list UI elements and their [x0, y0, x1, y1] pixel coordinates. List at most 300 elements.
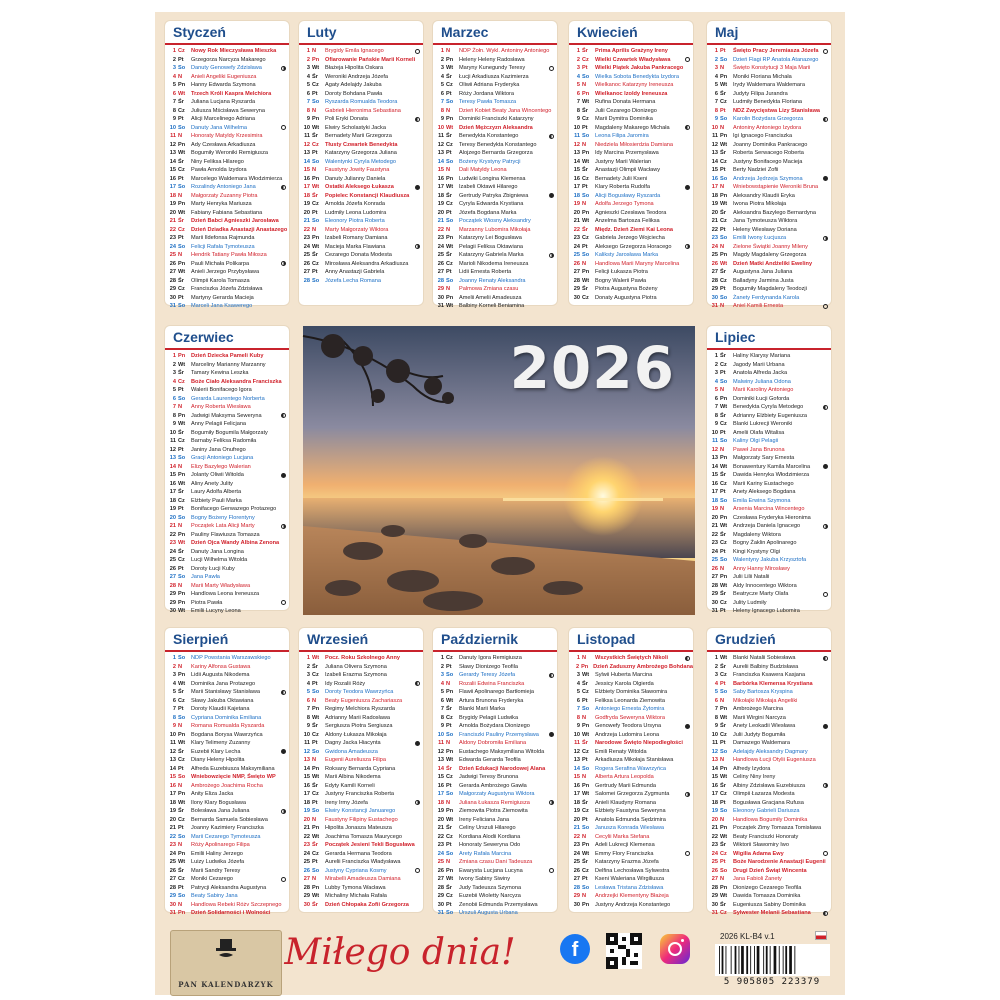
name-day-text: Handlowa Rebeki Różv Szczepnego	[191, 901, 282, 908]
day-number: 19	[169, 506, 176, 512]
day-number: 19	[437, 201, 444, 207]
day-row	[165, 663, 289, 672]
day-row	[707, 302, 831, 311]
day-number: 2	[714, 361, 718, 368]
day-number: 22	[303, 226, 310, 233]
weekday-abbr: Cz	[446, 82, 453, 88]
day-number: 14	[711, 463, 718, 470]
weekday-abbr: Cz	[720, 421, 727, 427]
day-row	[299, 875, 423, 884]
day-row	[569, 175, 693, 184]
name-day-text: Dzień Zaduszny Ambrożego Bohdana	[593, 663, 693, 670]
name-day-text: Aliny Anety Julity	[191, 480, 233, 487]
name-day-text: Adelajdy Aleksandry Dagmary	[733, 748, 808, 755]
day-row	[433, 166, 557, 175]
name-day-text: Lidii Augusta Nikodema	[191, 672, 250, 678]
name-day-text: Bernarda Samuela Sobiesława	[191, 816, 268, 823]
name-day-text: Alberta Artura Leopolda	[595, 774, 654, 780]
name-day-text: Rogera Serafina Wawrzyńca	[595, 765, 666, 772]
name-day-text: Handlowa Bogumiły Dominika	[733, 816, 808, 823]
name-day-text: Wielkanoc Katarzyny Ireneusza	[595, 82, 674, 88]
day-number: 31	[169, 910, 176, 916]
name-day-text: Katarzyny Lei Bogusława	[459, 235, 522, 241]
weekday-abbr: N	[178, 782, 183, 789]
day-row	[165, 81, 289, 90]
day-row	[569, 285, 693, 294]
day-number: 31	[437, 303, 444, 309]
weekday-abbr: N	[178, 252, 183, 258]
day-number: 26	[573, 867, 580, 874]
day-number: 5	[440, 82, 444, 88]
moon-phase-icon	[685, 656, 690, 661]
day-number: 23	[169, 540, 176, 546]
day-number: 27	[169, 876, 176, 882]
name-day-text: Handlowa Marii Maryny Marcelina	[595, 260, 680, 267]
day-number: 24	[573, 243, 580, 250]
weekday-abbr: Cz	[720, 731, 727, 738]
day-row	[569, 697, 693, 706]
day-row	[299, 773, 423, 782]
day-number: 10	[303, 124, 310, 131]
day-number: 13	[169, 150, 176, 156]
weekday-abbr: Śr	[720, 353, 726, 359]
day-row	[299, 756, 423, 765]
name-day-text: Cezarego Donata Modesta	[325, 252, 392, 258]
name-day-text: Amelii Olafa Witalisa	[733, 429, 785, 436]
day-row	[299, 731, 423, 740]
name-day-text: Ambrożego Marcina	[733, 706, 784, 712]
day-row	[707, 697, 831, 706]
weekday-abbr: Pt	[720, 680, 726, 687]
name-day-text: Marcelego Waldemara Włodzimierza	[191, 175, 283, 182]
day-number: 1	[172, 655, 176, 661]
day-row	[433, 81, 557, 90]
day-row	[707, 437, 831, 446]
weekday-abbr: N	[582, 714, 587, 721]
day-number: 1	[306, 655, 310, 661]
weekday-abbr: Śr	[582, 859, 588, 865]
day-number: 17	[711, 791, 718, 797]
day-number: 3	[172, 65, 176, 71]
name-day-text: NDZ Zwycięstwa Lizy Stanisława	[733, 107, 821, 114]
day-row	[299, 226, 423, 235]
day-row	[299, 149, 423, 158]
day-row	[433, 663, 557, 672]
name-day-text: Martyny Gerarda Macieja	[191, 294, 254, 301]
day-row	[707, 488, 831, 497]
name-day-text: Beaty Eugeniusza Zachariasza	[325, 697, 403, 704]
weekday-abbr: Cz	[446, 201, 453, 207]
day-row	[165, 260, 289, 269]
day-row	[569, 81, 693, 90]
day-number: 26	[711, 565, 718, 572]
weekday-abbr: Wt	[178, 421, 186, 427]
weekday-abbr: Pt	[312, 209, 318, 216]
weekday-abbr: So	[178, 184, 186, 190]
weekday-abbr: Pt	[178, 706, 184, 712]
weekday-abbr: Pt	[446, 723, 452, 729]
weekday-abbr: Śr	[312, 782, 318, 789]
name-day-text: Julity Ludmiły	[733, 599, 767, 606]
weekday-abbr: N	[178, 901, 183, 908]
day-row	[299, 765, 423, 774]
day-row	[707, 412, 831, 421]
weekday-abbr: Śr	[720, 782, 726, 789]
weekday-abbr: Pt	[720, 286, 726, 292]
name-day-text: Justyny Bonifacego Macieja	[733, 158, 803, 165]
weekday-abbr: Pn	[446, 175, 454, 182]
day-number: 20	[303, 816, 310, 823]
day-number: 8	[172, 107, 176, 114]
name-day-text: Anastazji Olimpii Wacławy	[595, 167, 661, 173]
weekday-abbr: Pt	[178, 884, 184, 891]
name-day-text: Michaliny Michała Rafała	[325, 893, 387, 899]
day-number: 4	[172, 73, 176, 80]
day-number: 4	[714, 680, 718, 687]
day-number: 14	[169, 765, 176, 772]
name-day-text: Drugi Dzień Świąt Wincenta	[733, 867, 807, 874]
day-row	[433, 654, 557, 663]
day-number: 27	[303, 269, 310, 275]
weekday-abbr: Cz	[312, 791, 319, 797]
day-row	[707, 141, 831, 150]
day-row	[165, 141, 289, 150]
name-day-text: Alfredy Izydora	[733, 765, 771, 772]
name-day-text: Justyny Franciszka Roberta	[325, 791, 395, 797]
instagram-icon[interactable]	[660, 934, 690, 964]
day-row	[569, 64, 693, 73]
weekday-abbr: N	[582, 655, 587, 661]
day-row	[569, 115, 693, 124]
name-day-text: Pocz. Roku Szkolnego Anny	[325, 655, 401, 661]
name-day-text: Ady Czesława Arkadiusza	[191, 141, 256, 148]
day-number: 5	[440, 689, 444, 695]
day-row	[165, 166, 289, 175]
name-day-text: Celiny Niny Ireny	[733, 774, 776, 780]
month-name: Lipiec	[707, 326, 831, 350]
weekday-abbr: Śr	[178, 689, 184, 695]
name-day-text: Sławy Dionizego Teofila	[459, 663, 518, 670]
day-row	[165, 420, 289, 429]
weekday-abbr: Cz	[446, 774, 453, 780]
day-row	[165, 285, 289, 294]
name-day-text: Bogdana Borysa Wawrzyńca	[191, 731, 263, 738]
day-number: 20	[711, 816, 718, 823]
day-number: 26	[169, 565, 176, 572]
weekday-abbr: So	[312, 748, 320, 755]
weekday-abbr: Śr	[720, 90, 726, 97]
day-number: 21	[169, 825, 176, 831]
name-day-text: Błażeja Hipolita Oskara	[325, 65, 384, 71]
name-day-text: Kingi Krystyny Olgi	[733, 548, 780, 555]
name-day-text: Moniki Floriana Michała	[733, 73, 792, 80]
weekday-abbr: N	[582, 141, 587, 148]
weekday-abbr: Pn	[446, 294, 454, 301]
name-day-text: Mikołajki Mikołaja Angeliki	[733, 697, 798, 704]
day-row	[165, 217, 289, 226]
day-number: 5	[714, 689, 718, 695]
day-number: 6	[714, 395, 718, 402]
day-number: 21	[711, 825, 718, 831]
weekday-abbr: So	[720, 808, 728, 814]
weekday-abbr: Pt	[178, 765, 184, 772]
name-day-text: Wigilia Adama Ewy	[733, 850, 784, 857]
weekday-abbr: Śr	[582, 680, 588, 687]
name-day-text: Franciszki Pauliny Przemysława	[459, 731, 539, 738]
weekday-abbr: Wt	[582, 158, 590, 165]
weekday-abbr: Wt	[312, 65, 320, 71]
day-row	[165, 531, 289, 540]
name-day-text: Wniebowstąpienie Weroniki Bruna	[733, 184, 819, 190]
name-day-text: Bonifacego Gerwazego Protazego	[191, 506, 277, 512]
weekday-abbr: So	[312, 158, 320, 165]
weekday-abbr: Wt	[720, 833, 728, 840]
day-row	[299, 260, 423, 269]
day-number: 7	[306, 99, 310, 105]
day-number: 6	[440, 90, 444, 97]
day-number: 7	[172, 706, 176, 712]
name-day-text: Romana Romualda Ryszarda	[191, 723, 265, 729]
day-row	[569, 141, 693, 150]
weekday-abbr: Pt	[720, 859, 726, 865]
day-row	[569, 765, 693, 774]
name-day-text: Ewarysta Lucjana Lucyna	[459, 867, 523, 874]
day-number: 5	[172, 387, 176, 393]
facebook-icon[interactable]: f	[560, 934, 590, 964]
name-day-text: Franciszka Józefa Zdzisława	[191, 286, 263, 292]
day-row	[165, 799, 289, 808]
name-day-text: Aleksandra Bazylego Bernardyna	[733, 209, 817, 216]
weekday-abbr: Cz	[178, 48, 185, 54]
month-name: Marzec	[433, 21, 557, 45]
name-day-text: Andrzeja Daniela Ignacego	[733, 523, 801, 529]
name-day-text: Salomei Grzegorza Zygmunta	[595, 791, 670, 797]
weekday-abbr: So	[178, 714, 186, 721]
name-day-text: Kaliny Olgi Pelagii	[733, 438, 779, 444]
name-day-text: Trzech Króli Kaspra Melchiora	[191, 90, 272, 97]
moon-phase-icon	[549, 800, 554, 805]
name-day-text: Arnolda Józefa Konrada	[325, 201, 386, 207]
day-row	[165, 739, 289, 748]
day-number: 15	[711, 774, 718, 780]
weekday-abbr: Wt	[582, 791, 590, 797]
day-row	[165, 302, 289, 311]
weekday-abbr: Pt	[312, 150, 318, 156]
day-row	[299, 73, 423, 82]
day-number: 30	[573, 901, 580, 908]
name-day-text: Bogumiły Weroniki Remigiusza	[191, 150, 268, 156]
name-day-text: Juliana Olivera Szymona	[325, 663, 387, 670]
name-day-text: Róży Jordana Wiktora	[459, 90, 515, 97]
day-number: 24	[169, 548, 176, 555]
product-code: 2026 KL-B4 v.1	[720, 932, 775, 941]
day-row	[707, 463, 831, 472]
day-row	[707, 217, 831, 226]
weekday-abbr: Cz	[582, 116, 589, 122]
day-row	[707, 522, 831, 531]
name-day-text: Anny Pelagii Felicjana	[191, 421, 247, 427]
day-number: 14	[303, 158, 310, 165]
weekday-abbr: Wt	[720, 582, 728, 589]
day-number: 21	[711, 218, 718, 224]
weekday-abbr: Pt	[178, 116, 184, 122]
day-number: 1	[576, 48, 580, 54]
weekday-abbr: So	[582, 192, 590, 199]
name-day-text: Dagny Jacka Hiacynta	[325, 740, 381, 746]
name-day-text: Gerarda Laurentego Norberta	[191, 395, 265, 402]
day-row	[707, 166, 831, 175]
weekday-abbr: So	[720, 748, 728, 755]
moon-phase-icon	[549, 673, 554, 678]
day-row	[299, 858, 423, 867]
weekday-abbr: N	[446, 799, 451, 806]
sunset-photo	[303, 326, 695, 615]
weekday-abbr: Śr	[582, 167, 588, 173]
day-row	[707, 756, 831, 765]
weekday-abbr: N	[312, 48, 317, 54]
day-number: 6	[714, 697, 718, 704]
weekday-abbr: Wt	[178, 361, 186, 368]
weekday-abbr: Pt	[312, 269, 318, 275]
weekday-abbr: Pn	[446, 116, 454, 122]
day-row	[707, 875, 831, 884]
moon-phase-icon	[823, 851, 828, 856]
day-row	[299, 705, 423, 714]
day-row	[707, 352, 831, 361]
day-row	[707, 680, 831, 689]
name-day-text: Dzień Edukacji Narodowej Alana	[459, 765, 546, 772]
weekday-abbr: So	[446, 850, 454, 857]
name-day-text: Alojzego Bernarda Grzegorza	[459, 150, 533, 156]
name-day-text: Ofiarowanie Pańskie Marii Korneli	[325, 56, 416, 63]
weekday-abbr: Wt	[178, 859, 186, 865]
day-row	[707, 858, 831, 867]
day-row	[299, 166, 423, 175]
day-number: 30	[437, 901, 444, 908]
weekday-abbr: Pn	[582, 842, 590, 848]
day-row	[165, 833, 289, 842]
day-number: 14	[573, 765, 580, 772]
weekday-abbr: So	[178, 833, 186, 840]
day-row	[433, 799, 557, 808]
weekday-abbr: Pt	[312, 90, 318, 97]
weekday-abbr: Cz	[178, 557, 185, 563]
weekday-abbr: N	[178, 192, 183, 199]
name-day-text: Danuty Jana Wilhelma	[191, 124, 247, 131]
day-row	[165, 705, 289, 714]
day-row	[165, 192, 289, 201]
weekday-abbr: Pn	[582, 901, 590, 908]
day-number: 28	[437, 884, 444, 891]
day-number: 13	[169, 455, 176, 461]
day-row	[299, 124, 423, 133]
name-day-text: Dzień Matki Andżeliki Eweliny	[733, 260, 813, 267]
day-number: 30	[711, 901, 718, 908]
day-number: 4	[306, 680, 310, 687]
weekday-abbr: Pn	[446, 808, 454, 814]
day-row	[165, 773, 289, 782]
day-row	[707, 773, 831, 782]
name-day-text: Elżbiety Faustyna Seweryna	[595, 808, 666, 814]
name-day-text: Marii Cezarego Tymoteusza	[191, 833, 261, 840]
name-day-text: Faustyny Filipiny Eustachego	[325, 816, 398, 823]
weekday-abbr: Cz	[720, 910, 727, 916]
weekday-abbr: Śr	[446, 765, 452, 772]
day-row	[569, 268, 693, 277]
weekday-abbr: Wt	[312, 774, 320, 780]
day-row	[165, 841, 289, 850]
weekday-abbr: So	[178, 65, 186, 71]
weekday-abbr: Cz	[178, 286, 185, 292]
name-day-text: Dzień Dziadka Anastazji Anastazego	[191, 226, 288, 233]
day-row	[299, 799, 423, 808]
day-number: 8	[440, 714, 444, 721]
qr-code-icon[interactable]	[606, 933, 642, 969]
day-number: 3	[306, 65, 310, 71]
name-day-text: Marty Henryka Mariusza	[191, 201, 252, 207]
day-number: 22	[573, 226, 580, 233]
day-number: 24	[711, 243, 718, 250]
name-day-text: Bogumiły Magdaleny Teodozji	[733, 286, 807, 292]
day-number: 1	[172, 48, 176, 54]
day-row	[165, 867, 289, 876]
name-day-text: Teresy Pawła Tomasza	[459, 99, 517, 105]
day-number: 5	[306, 82, 310, 88]
weekday-abbr: So	[720, 294, 728, 301]
day-number: 4	[576, 680, 580, 687]
day-number: 9	[440, 116, 444, 122]
day-row	[707, 277, 831, 286]
weekday-abbr: N	[720, 303, 725, 309]
day-row	[165, 505, 289, 514]
day-row	[569, 867, 693, 876]
day-number: 18	[711, 497, 718, 504]
weekday-abbr: Cz	[720, 277, 727, 284]
name-day-text: Kaliksty Jarosława Marka	[595, 252, 659, 258]
moon-phase-icon	[549, 868, 554, 873]
name-day-text: Cypriana Dominika Emiliana	[191, 714, 262, 721]
name-day-text: Anieli Klaudyny Romana	[595, 799, 656, 806]
weekday-abbr: N	[720, 697, 725, 704]
day-number: 14	[711, 158, 718, 165]
day-row	[433, 209, 557, 218]
weekday-abbr: Pn	[312, 235, 320, 241]
day-number: 20	[303, 209, 310, 216]
weekday-abbr: Pn	[582, 782, 590, 789]
name-day-text: Emilii Haliny Jerzego	[191, 850, 243, 857]
moon-phase-icon	[281, 524, 286, 529]
weekday-abbr: N	[312, 226, 317, 233]
weekday-abbr: So	[582, 884, 590, 891]
day-row	[433, 884, 557, 893]
weekday-abbr: Wt	[582, 218, 590, 224]
name-day-text: Janiny Jana Onufrego	[191, 446, 246, 453]
day-number: 18	[573, 192, 580, 199]
name-day-text: Danuty Genowefy Zdzisława	[191, 65, 262, 71]
name-day-text: Dali Matyldy Leona	[459, 167, 507, 173]
weekday-abbr: Pn	[312, 765, 320, 772]
name-day-text: Feliksa Leonarda Ziemowita	[595, 697, 665, 704]
weekday-abbr: Pn	[582, 269, 590, 275]
name-day-text: Jolanty Oliwii Witolda	[191, 472, 244, 478]
moon-phase-icon	[685, 244, 690, 249]
day-list	[707, 652, 831, 918]
day-number: 21	[437, 218, 444, 224]
name-day-text: Barnaby Feliksa Radomiła	[191, 438, 257, 444]
day-number: 4	[306, 73, 310, 80]
weekday-abbr: Pt	[178, 175, 184, 182]
weekday-abbr: Śr	[446, 133, 452, 139]
